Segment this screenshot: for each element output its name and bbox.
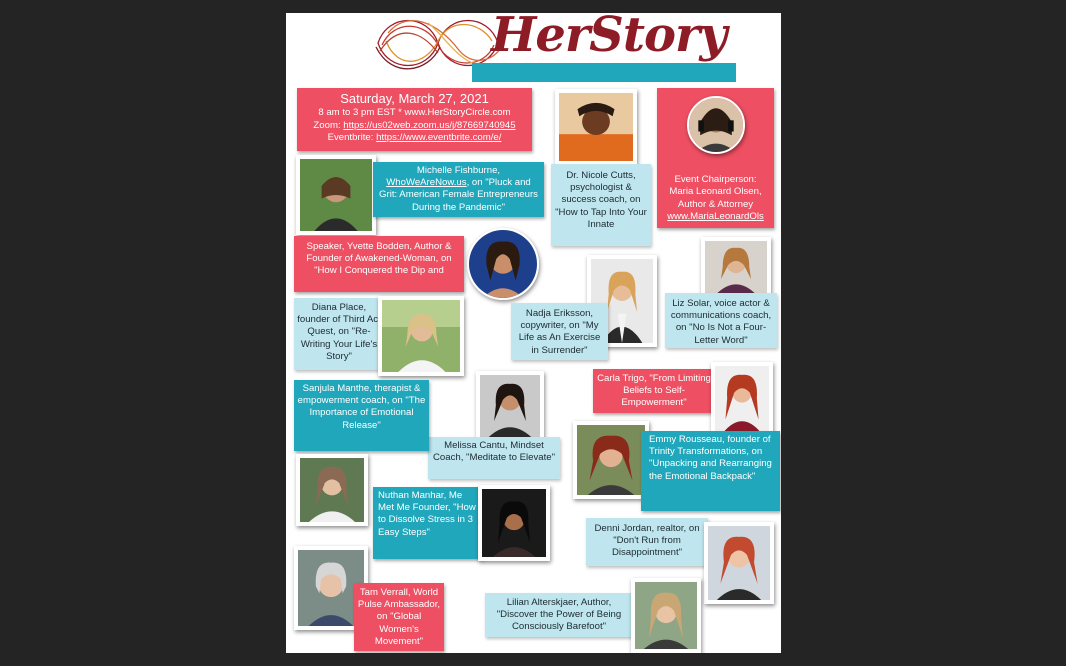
fishburne-topic: , on "Pluck and Grit: American Female Entrepreneurs During the Pandemic" <box>379 177 538 213</box>
event-time: 8 am to 3 pm EST * www.HerStoryCircle.com <box>318 107 511 118</box>
yvette-bodden-photo <box>467 228 539 300</box>
chair-line-1: Event Chairperson: <box>674 174 757 185</box>
denni-jordan-photo <box>704 522 774 604</box>
eriksson-text: Nadja Eriksson, copywriter, on "My Life as An Exercise in Surrender" <box>518 308 601 356</box>
michelle-fishburne-box <box>373 162 544 217</box>
nadja-eriksson-box <box>511 303 608 360</box>
cutts-text: Dr. Nicole Cutts, psychologist & success coach, on "How to Tap Into Your Innate <box>555 170 647 230</box>
eventbrite-link[interactable]: https://www.eventbrite.com/e/ <box>376 132 502 143</box>
event-info-box <box>297 88 532 151</box>
cantu-text: Melissa Cantu, Mindset Coach, "Meditate to Elevate" <box>432 440 555 464</box>
zoom-line <box>303 120 526 133</box>
manhar-text: Nuthan Manhar, Me Met Me Founder, "How to Dissolve Stress in 3 Easy Steps" <box>378 490 476 538</box>
diana-place-photo <box>378 296 464 376</box>
eventbrite-label: Eventbrite: <box>327 132 374 143</box>
trigo-text: Carla Trigo, "From Limiting Beliefs to Self-Empowerment" <box>597 373 711 409</box>
verrall-text: Tam Verrall, World Pulse Ambassador, on "Global Women's Movement" <box>357 587 441 647</box>
nuthan-manhar-photo <box>478 485 550 561</box>
michelle-fishburne-photo <box>296 155 376 235</box>
chairperson-box <box>657 88 774 228</box>
tam-verrall-box <box>354 583 444 651</box>
place-text: Diana Place, founder of Third Act Quest, on "Re-Writing Your Life's Story" <box>297 302 381 362</box>
chair-line-2: Maria Leonard Olsen, <box>669 186 762 198</box>
rousseau-text: Emmy Rousseau, founder of Trinity Transformations, on "Unpacking and Rearranging the Emotional Backpack" <box>649 434 772 482</box>
lilian-alterskjaer-box <box>485 593 633 637</box>
sanjula-manthe-photo <box>296 454 368 526</box>
eventbrite-line <box>303 132 526 145</box>
zoom-label: Zoom: <box>313 119 341 131</box>
yvette-bodden-box <box>294 236 464 292</box>
nuthan-manhar-box <box>373 487 483 559</box>
herstory-flyer <box>286 13 781 653</box>
nicole-cutts-photo <box>555 89 637 165</box>
carla-trigo-box <box>593 369 715 413</box>
diana-place-box <box>294 298 384 370</box>
solar-text: Liz Solar, voice actor & communications coach, on "No Is Not a Four-Letter Word" <box>670 298 772 346</box>
liz-solar-box <box>665 293 777 348</box>
sanjula-manthe-box <box>294 380 429 451</box>
melissa-cantu-photo <box>476 371 544 441</box>
fishburne-website-link[interactable]: WhoWeAreNow.us <box>386 177 467 189</box>
chair-line-3: Author & Attorney <box>677 198 754 210</box>
manthe-text: Sanjula Manthe, therapist & empowerment coach, on "The Importance of Emotional Release" <box>297 383 426 431</box>
fishburne-line-1: Michelle Fishburne, <box>416 165 501 176</box>
denni-jordan-box <box>586 518 708 566</box>
bodden-text: Speaker, Yvette Bodden, Author & Founder of Awakened-Woman, on "How I Conquered the Dip and <box>306 241 452 277</box>
lilian-alterskjaer-photo <box>631 578 701 653</box>
nicole-cutts-box <box>551 164 651 246</box>
event-date: Saturday, March 27, 2021 <box>340 91 489 106</box>
alterskjaer-text: Lilian Alterskjaer, Author, "Discover the Power of Being Consciously Barefoot" <box>496 597 622 633</box>
zoom-link[interactable]: https://us02web.zoom.us/j/87669740945 <box>343 119 516 131</box>
herstory-title: HerStory <box>491 13 727 63</box>
title-underline-bar <box>472 63 736 82</box>
liz-solar-photo <box>701 237 771 297</box>
emmy-rousseau-photo <box>573 421 649 499</box>
maria-olsen-photo <box>687 96 745 154</box>
chair-website-link[interactable]: www.MariaLeonardOls <box>667 210 764 222</box>
melissa-cantu-box <box>428 437 560 479</box>
carla-trigo-photo <box>711 362 773 436</box>
emmy-rousseau-box <box>641 431 780 511</box>
jordan-text: Denni Jordan, realtor, on "Don't Run from Disappointment" <box>594 523 700 559</box>
